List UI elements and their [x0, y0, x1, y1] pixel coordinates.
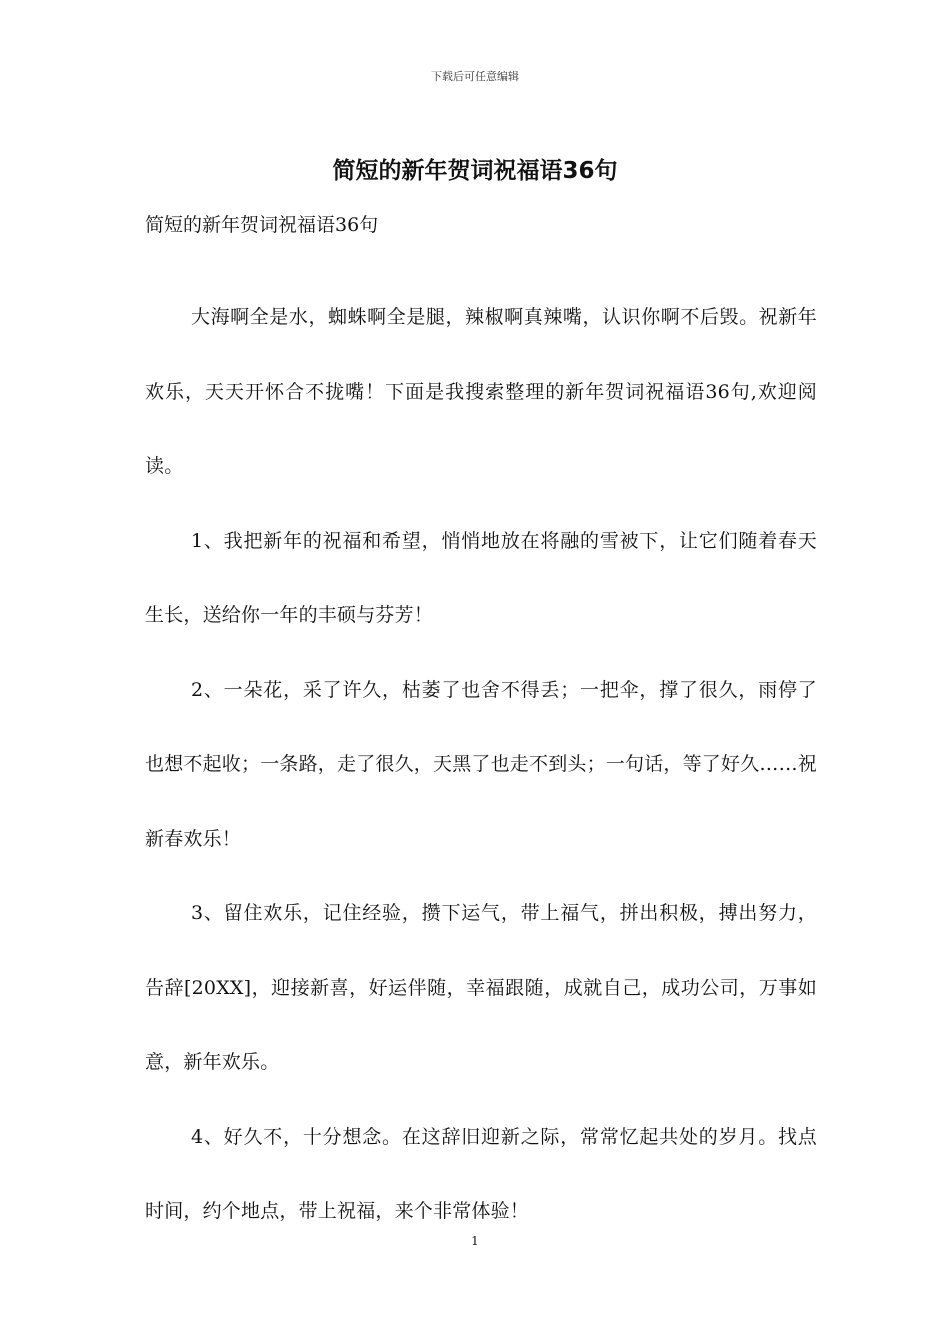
paragraph-wish-1: 1、我把新年的祝福和希望，悄悄地放在将融的雪被下，让它们随着春天生长，送给你一年的丰硕与芬芳！ — [145, 529, 817, 626]
page-header-note: 下载后可任意编辑 — [431, 70, 519, 83]
document-title: 简短的新年贺词祝福语36句 — [332, 158, 618, 184]
document-subtitle: 简短的新年贺词祝福语36句 — [145, 214, 379, 236]
paragraph-wish-4: 4、好久不，十分想念。在这辞旧迎新之际，常常忆起共处的岁月。找点时间，约个地点，带上祝福，来个非常体验！ — [145, 1125, 817, 1222]
paragraph-wish-2: 2、一朵花，采了许久，枯萎了也舍不得丢；一把伞，撑了很久，雨停了也想不起收；一条路，走了很久，天黑了也走不到头；一句话，等了好久……祝新春欢乐！ — [145, 678, 818, 850]
document-body — [145, 280, 817, 1249]
paragraph-wish-3: 3、留住欢乐，记住经验，攒下运气，带上福气，拼出积极，搏出努力，告辞[20XX]，迎接新喜，好运伴随，幸福跟随，成就自己，成功公司，万事如意，新年欢乐。 — [145, 902, 817, 1073]
page-number: 1 — [471, 1234, 479, 1248]
paragraph-intro: 大海啊全是水，蜘蛛啊全是腿，辣椒啊真辣嘴，认识你啊不后毁。祝新年欢乐，天天开怀合不拢嘴！下面是我搜索整理的新年贺词祝福语36句,欢迎阅读。 — [145, 306, 817, 477]
